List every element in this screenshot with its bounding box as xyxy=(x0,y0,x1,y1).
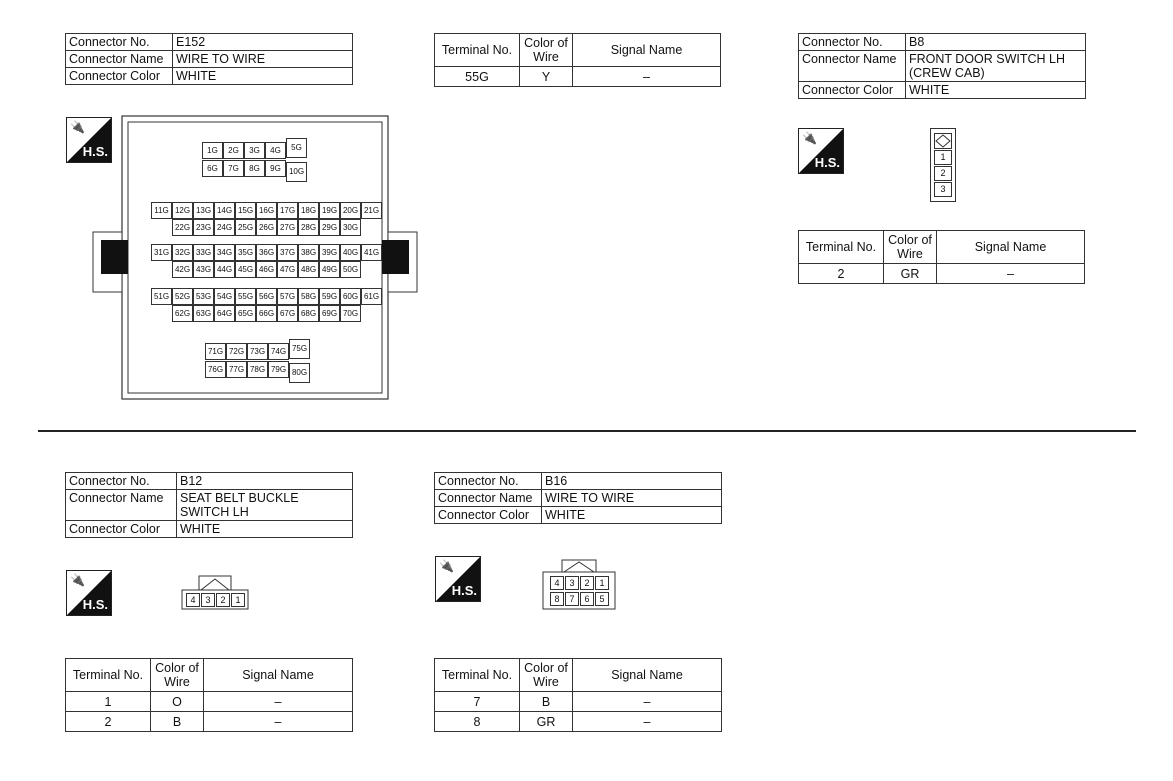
signal-name: – xyxy=(573,67,721,87)
pin-cell: 39G xyxy=(319,244,340,261)
pin-cell: 29G xyxy=(319,219,340,236)
b16-connector-face xyxy=(542,558,616,610)
pin-cell: 76G xyxy=(205,361,226,378)
pin-cell: 19G xyxy=(319,202,340,219)
terminal-no: 2 xyxy=(799,264,884,284)
signal-name: – xyxy=(204,712,353,732)
hs-label: H.S. xyxy=(82,597,108,612)
terminal-no-header: Terminal No. xyxy=(799,231,884,264)
signal-name-header: Signal Name xyxy=(573,34,721,67)
signal-name: – xyxy=(937,264,1085,284)
pin-cell: 2 xyxy=(934,166,952,181)
e152-info-table xyxy=(65,33,353,85)
hs-label: H.S. xyxy=(814,155,840,170)
pin-cell: 11G xyxy=(151,202,172,219)
pin-cell: 55G xyxy=(235,288,256,305)
pin-cell: 40G xyxy=(340,244,361,261)
pin-cell: 54G xyxy=(214,288,235,305)
terminal-no-header: Terminal No. xyxy=(435,659,520,692)
pin-cell: 18G xyxy=(298,202,319,219)
connector-color-label: Connector Color xyxy=(435,507,542,524)
pin-cell: 34G xyxy=(214,244,235,261)
pin-cell: 75G xyxy=(289,339,310,359)
terminal-no: 8 xyxy=(435,712,520,732)
pin-cell: 10G xyxy=(286,162,307,182)
connector-color-label: Connector Color xyxy=(799,82,906,99)
pin-cell: 17G xyxy=(277,202,298,219)
connector-no-value: B8 xyxy=(906,34,1086,51)
pin-cell: 14G xyxy=(214,202,235,219)
pin-cell: 7G xyxy=(223,160,244,177)
connector-name-line2: SWITCH LH xyxy=(180,505,249,519)
connector-no-label: Connector No. xyxy=(435,473,542,490)
hs-icon xyxy=(66,570,112,616)
connector-no-value: B12 xyxy=(177,473,353,490)
pin-cell: 38G xyxy=(298,244,319,261)
wire-color-header: Color of Wire xyxy=(151,659,204,692)
pin-cell: 32G xyxy=(172,244,193,261)
pin-cell: 22G xyxy=(172,219,193,236)
pin-cell: 69G xyxy=(319,305,340,322)
connector-no-label: Connector No. xyxy=(66,34,173,51)
pin-cell: 33G xyxy=(193,244,214,261)
connector-name-value: WIRE TO WIRE xyxy=(173,51,353,68)
connector-name-line1: SEAT BELT BUCKLE xyxy=(180,491,299,505)
pin-cell: 42G xyxy=(172,261,193,278)
connector-no-value: B16 xyxy=(542,473,722,490)
pin-cell: 3 xyxy=(201,593,215,607)
wire-color: B xyxy=(520,692,573,712)
connector-color-label: Connector Color xyxy=(66,521,177,538)
pin-cell: 77G xyxy=(226,361,247,378)
connector-color-label: Connector Color xyxy=(66,68,173,85)
pin-cell: 59G xyxy=(319,288,340,305)
hs-label: H.S. xyxy=(451,583,477,598)
pin-cell: 63G xyxy=(193,305,214,322)
wire-color-header: Color of Wire xyxy=(884,231,937,264)
table-row xyxy=(66,692,353,712)
pin-cell: 26G xyxy=(256,219,277,236)
pin-cell: 61G xyxy=(361,288,382,305)
pin-cell: 46G xyxy=(256,261,277,278)
pin-cell: 48G xyxy=(298,261,319,278)
b16-info-table xyxy=(434,472,722,524)
signal-name: – xyxy=(573,712,722,732)
pin-cell: 13G xyxy=(193,202,214,219)
pin-cell: 73G xyxy=(247,343,268,360)
pin-cell: 27G xyxy=(277,219,298,236)
terminal-no-header: Terminal No. xyxy=(66,659,151,692)
pin-cell: 36G xyxy=(256,244,277,261)
connector-name-label: Connector Name xyxy=(435,490,542,507)
pin-cell: 56G xyxy=(256,288,277,305)
terminal-no: 1 xyxy=(66,692,151,712)
table-row xyxy=(66,712,353,732)
e152-terminal-table xyxy=(434,33,721,87)
pin-cell: 53G xyxy=(193,288,214,305)
harness-side-icon: 🔌 xyxy=(802,131,817,145)
connector-no-label: Connector No. xyxy=(66,473,177,490)
harness-side-icon: 🔌 xyxy=(70,573,85,587)
pin-cell: 52G xyxy=(172,288,193,305)
pin-cell: 12G xyxy=(172,202,193,219)
pin-cell: 28G xyxy=(298,219,319,236)
pin-cell: 49G xyxy=(319,261,340,278)
b16-terminal-table xyxy=(434,658,722,732)
pin-cell: 78G xyxy=(247,361,268,378)
pin-cell: 2 xyxy=(216,593,230,607)
pin-cell: 70G xyxy=(340,305,361,322)
signal-name-header: Signal Name xyxy=(573,659,722,692)
wire-color-header: Color of Wire xyxy=(520,34,573,67)
connector-color-value: WHITE xyxy=(173,68,353,85)
terminal-no-header: Terminal No. xyxy=(435,34,520,67)
connector-color-value: WHITE xyxy=(906,82,1086,99)
hs-icon xyxy=(435,556,481,602)
b12-connector-face xyxy=(181,572,249,610)
section-divider xyxy=(38,430,1136,432)
connector-no-value: E152 xyxy=(173,34,353,51)
table-row xyxy=(799,264,1085,284)
pin-cell: 15G xyxy=(235,202,256,219)
pin-cell: 51G xyxy=(151,288,172,305)
connector-name-line1: FRONT DOOR SWITCH LH xyxy=(909,52,1066,66)
pin-cell: 9G xyxy=(265,160,286,177)
pin-cell: 8 xyxy=(550,592,564,606)
table-row xyxy=(435,67,721,87)
pin-cell: 41G xyxy=(361,244,382,261)
pin-cell: 64G xyxy=(214,305,235,322)
pin-cell: 6 xyxy=(580,592,594,606)
pin-cell: 50G xyxy=(340,261,361,278)
pin-cell: 2 xyxy=(580,576,594,590)
b12-terminal-table xyxy=(65,658,353,732)
signal-name-header: Signal Name xyxy=(204,659,353,692)
hs-icon xyxy=(798,128,844,174)
wire-color: GR xyxy=(520,712,573,732)
pin-cell: 4 xyxy=(186,593,200,607)
b12-info-table xyxy=(65,472,353,538)
pin-cell: 71G xyxy=(205,343,226,360)
connector-name-line2: (CREW CAB) xyxy=(909,66,985,80)
pin-cell: 74G xyxy=(268,343,289,360)
pin-cell: 60G xyxy=(340,288,361,305)
pin-cell: 37G xyxy=(277,244,298,261)
pin-cell: 72G xyxy=(226,343,247,360)
b8-terminal-table xyxy=(798,230,1085,284)
wire-color-header: Color of Wire xyxy=(520,659,573,692)
pin-cell: 24G xyxy=(214,219,235,236)
connector-name-label: Connector Name xyxy=(66,490,177,521)
pin-cell: 5 xyxy=(595,592,609,606)
harness-side-icon: 🔌 xyxy=(70,120,85,134)
pin-cell: 62G xyxy=(172,305,193,322)
connector-name-value xyxy=(177,490,353,521)
pin-cell: 58G xyxy=(298,288,319,305)
harness-side-icon: 🔌 xyxy=(439,559,454,573)
pin-cell: 1G xyxy=(202,142,223,159)
pin-cell: 4G xyxy=(265,142,286,159)
wire-color: O xyxy=(151,692,204,712)
pin-cell: 3 xyxy=(934,182,952,197)
wire-color: Y xyxy=(520,67,573,87)
connector-no-label: Connector No. xyxy=(799,34,906,51)
wire-color: B xyxy=(151,712,204,732)
pin-cell: 20G xyxy=(340,202,361,219)
pin-cell: 43G xyxy=(193,261,214,278)
connector-color-value: WHITE xyxy=(177,521,353,538)
pin-cell: 3 xyxy=(565,576,579,590)
pin-cell: 4 xyxy=(550,576,564,590)
pin-cell: 47G xyxy=(277,261,298,278)
connector-name-label: Connector Name xyxy=(799,51,906,82)
pin-cell: 5G xyxy=(286,138,307,158)
terminal-no: 2 xyxy=(66,712,151,732)
pin-cell: 21G xyxy=(361,202,382,219)
pin-cell: 8G xyxy=(244,160,265,177)
pin-cell: 16G xyxy=(256,202,277,219)
pin-cell: 25G xyxy=(235,219,256,236)
pin-cell: 45G xyxy=(235,261,256,278)
pin-cell: 65G xyxy=(235,305,256,322)
connector-name-label: Connector Name xyxy=(66,51,173,68)
signal-name: – xyxy=(204,692,353,712)
connector-color-value: WHITE xyxy=(542,507,722,524)
connector-name-value: WIRE TO WIRE xyxy=(542,490,722,507)
hs-label: H.S. xyxy=(82,144,108,159)
terminal-no: 7 xyxy=(435,692,520,712)
table-row xyxy=(435,692,722,712)
terminal-no: 55G xyxy=(435,67,520,87)
pin-cell: 1 xyxy=(934,150,952,165)
pin-cell: 3G xyxy=(244,142,265,159)
pin-cell: 2G xyxy=(223,142,244,159)
pin-cell: 68G xyxy=(298,305,319,322)
pin-cell: 30G xyxy=(340,219,361,236)
pin-cell: 6G xyxy=(202,160,223,177)
pin-cell: 57G xyxy=(277,288,298,305)
e152-connector-face xyxy=(92,115,418,400)
diamond-key-icon xyxy=(934,133,952,149)
b8-info-table xyxy=(798,33,1086,99)
pin-cell: 80G xyxy=(289,363,310,383)
pin-cell: 1 xyxy=(595,576,609,590)
pin-cell: 66G xyxy=(256,305,277,322)
signal-name-header: Signal Name xyxy=(937,231,1085,264)
pin-cell: 23G xyxy=(193,219,214,236)
wire-color: GR xyxy=(884,264,937,284)
connector-name-value xyxy=(906,51,1086,82)
pin-cell: 35G xyxy=(235,244,256,261)
pin-cell: 7 xyxy=(565,592,579,606)
pin-cell: 1 xyxy=(231,593,245,607)
b8-connector-face xyxy=(930,128,956,202)
pin-cell: 44G xyxy=(214,261,235,278)
table-row xyxy=(435,712,722,732)
pin-cell: 31G xyxy=(151,244,172,261)
pin-cell: 79G xyxy=(268,361,289,378)
pin-cell: 67G xyxy=(277,305,298,322)
signal-name: – xyxy=(573,692,722,712)
